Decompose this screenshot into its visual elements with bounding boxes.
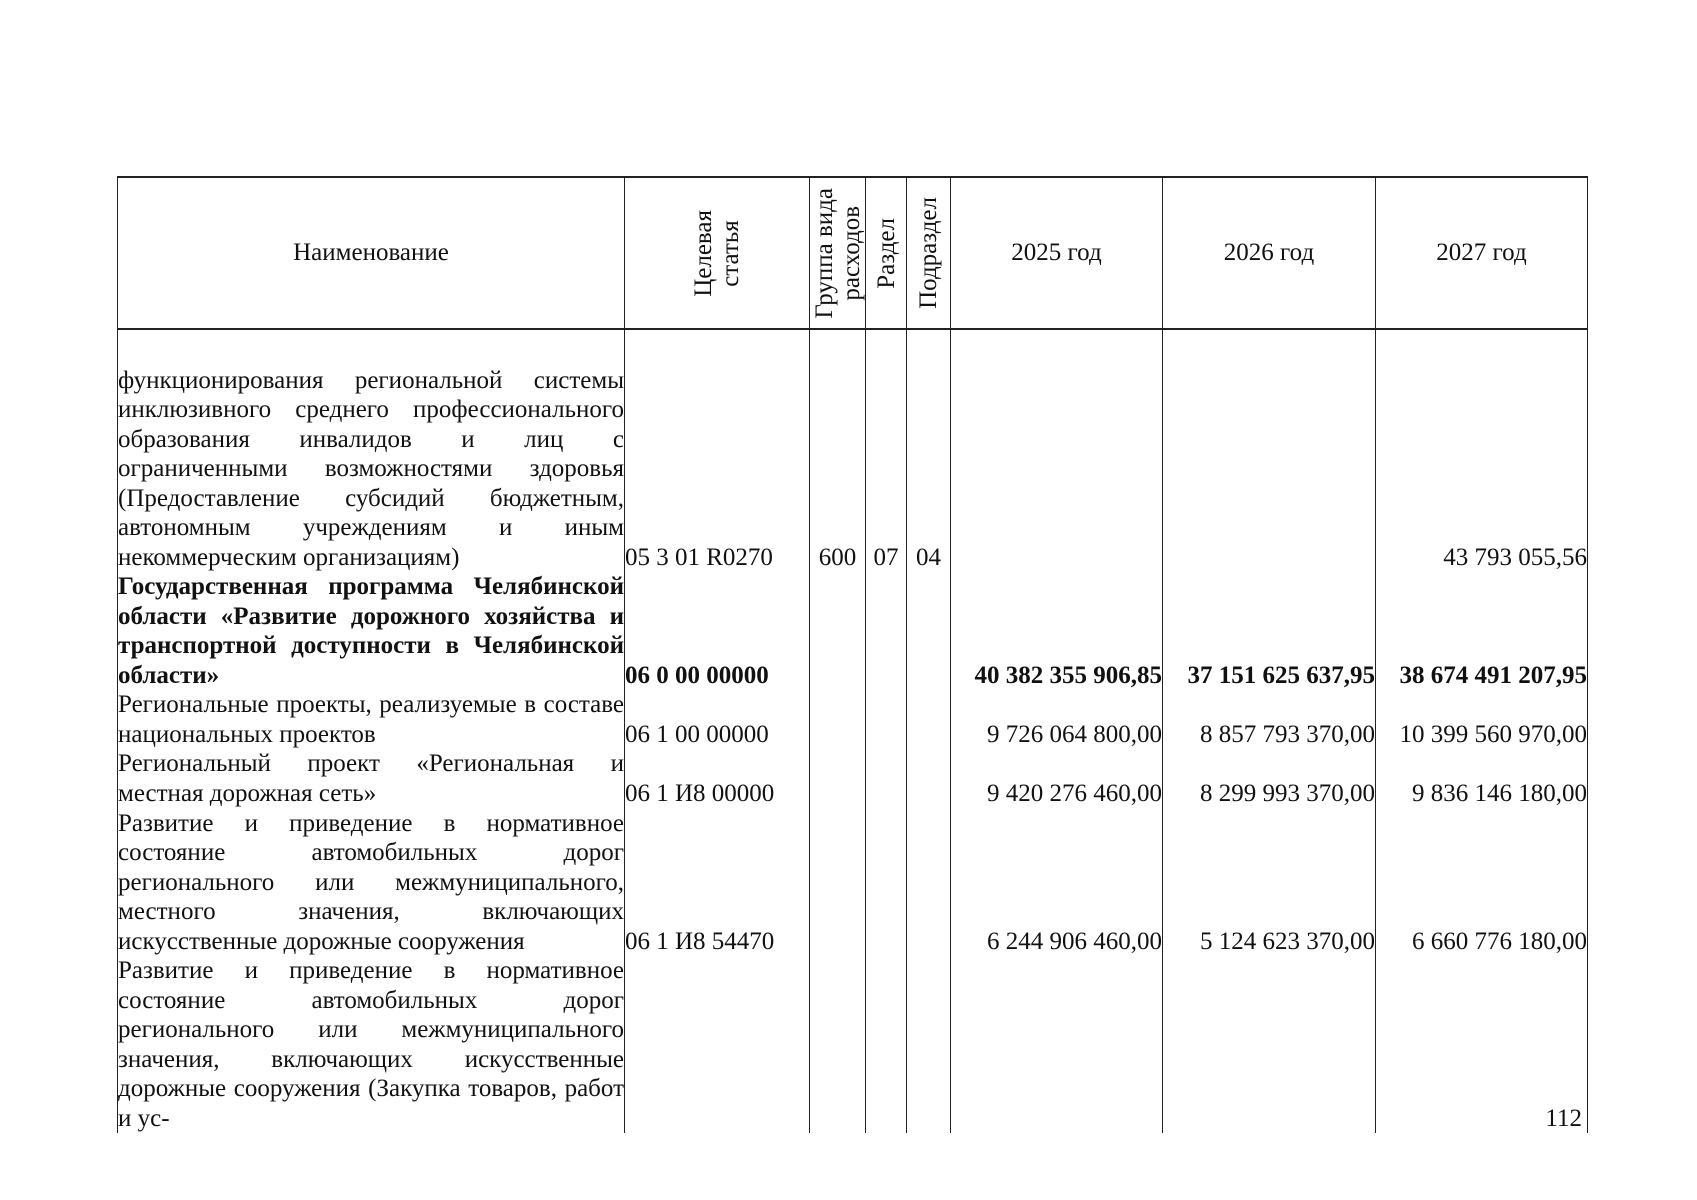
- table-row: [118, 749, 1588, 808]
- row-name: Развитие и приведение в нормативное состояние автомобильных дорог регионального или межмуниципального значения, включающих искусственные дорожные сооружения (Закупка товаров, работ и ус-: [118, 957, 624, 1132]
- budget-table: [117, 176, 1588, 1133]
- header-target-article: Целевая статья: [625, 177, 810, 329]
- table-body: [118, 329, 1588, 1133]
- row-value-2026: [1163, 329, 1376, 572]
- table-row: [118, 329, 1588, 572]
- table-header: [118, 177, 1588, 329]
- row-subsection: [907, 956, 951, 1133]
- row-expense-group: [810, 572, 866, 690]
- table-row: [118, 572, 1588, 690]
- row-subsection: [907, 690, 951, 749]
- header-2025: 2025 год: [951, 177, 1163, 329]
- row-value-2026: 8 857 793 370,00: [1163, 690, 1376, 749]
- row-value-2026: 8 299 993 370,00: [1163, 749, 1376, 808]
- row-section: 07: [866, 329, 907, 572]
- row-section: [866, 749, 907, 808]
- row-subsection: 04: [907, 329, 951, 572]
- row-value-2027: 6 660 776 180,00: [1376, 808, 1588, 956]
- row-section: [866, 572, 907, 690]
- row-target-code: 06 1 И8 54470: [625, 808, 810, 956]
- row-value-2025: [951, 956, 1163, 1133]
- row-subsection: [907, 808, 951, 956]
- row-value-2025: 9 726 064 800,00: [951, 690, 1163, 749]
- row-expense-group: [810, 690, 866, 749]
- header-expense-group: Группа вида расходов: [810, 177, 866, 329]
- row-value-2027: 43 793 055,56: [1376, 329, 1588, 572]
- row-name: Региональные проекты, реализуемые в составе национальных проектов: [118, 691, 624, 748]
- row-value-2027: 10 399 560 970,00: [1376, 690, 1588, 749]
- row-value-2027: 38 674 491 207,95: [1376, 572, 1588, 690]
- table-row: [118, 956, 1588, 1133]
- row-target-code: 06 1 И8 00000: [625, 749, 810, 808]
- header-subsection: Подраздел: [907, 177, 951, 329]
- row-subsection: [907, 572, 951, 690]
- row-target-code: [625, 956, 810, 1133]
- row-value-2027: 9 836 146 180,00: [1376, 749, 1588, 808]
- row-expense-group: [810, 808, 866, 956]
- row-value-2025: [951, 329, 1163, 572]
- row-value-2026: [1163, 956, 1376, 1133]
- row-value-2026: 37 151 625 637,95: [1163, 572, 1376, 690]
- header-2026: 2026 год: [1163, 177, 1376, 329]
- row-value-2025: 40 382 355 906,85: [951, 572, 1163, 690]
- row-name: Государственная программа Челябинской области «Развитие дорожного хозяйства и транспортной доступности в Челябинской области»: [118, 573, 624, 689]
- row-target-code: 05 3 01 R0270: [625, 329, 810, 572]
- row-name: Региональный проект «Региональная и местная дорожная сеть»: [118, 750, 624, 807]
- row-expense-group: [810, 956, 866, 1133]
- page-number: 112: [1545, 1105, 1582, 1132]
- row-subsection: [907, 749, 951, 808]
- row-value-2025: 9 420 276 460,00: [951, 749, 1163, 808]
- row-target-code: 06 1 00 00000: [625, 690, 810, 749]
- row-section: [866, 690, 907, 749]
- row-name: функционирования региональной системы инклюзивного среднего профессионального образования инвалидов и лиц с ограниченными возможностями здоровья (Предоставление субсидий бюджетным, автономным учреждениям и иным некоммерческим организациям): [118, 329, 625, 572]
- table-row: [118, 808, 1588, 956]
- table-row: [118, 690, 1588, 749]
- row-value-2026: 5 124 623 370,00: [1163, 808, 1376, 956]
- row-section: [866, 808, 907, 956]
- header-2027: 2027 год: [1376, 177, 1588, 329]
- header-name: Наименование: [118, 177, 625, 329]
- row-value-2025: 6 244 906 460,00: [951, 808, 1163, 956]
- row-expense-group: [810, 749, 866, 808]
- header-section: Раздел: [866, 177, 907, 329]
- row-expense-group: 600: [810, 329, 866, 572]
- row-name: Развитие и приведение в нормативное состояние автомобильных дорог регионального или межмуниципального, местного значения, включающих искусственные дорожные сооружения: [118, 809, 624, 955]
- row-target-code: 06 0 00 00000: [625, 572, 810, 690]
- row-section: [866, 956, 907, 1133]
